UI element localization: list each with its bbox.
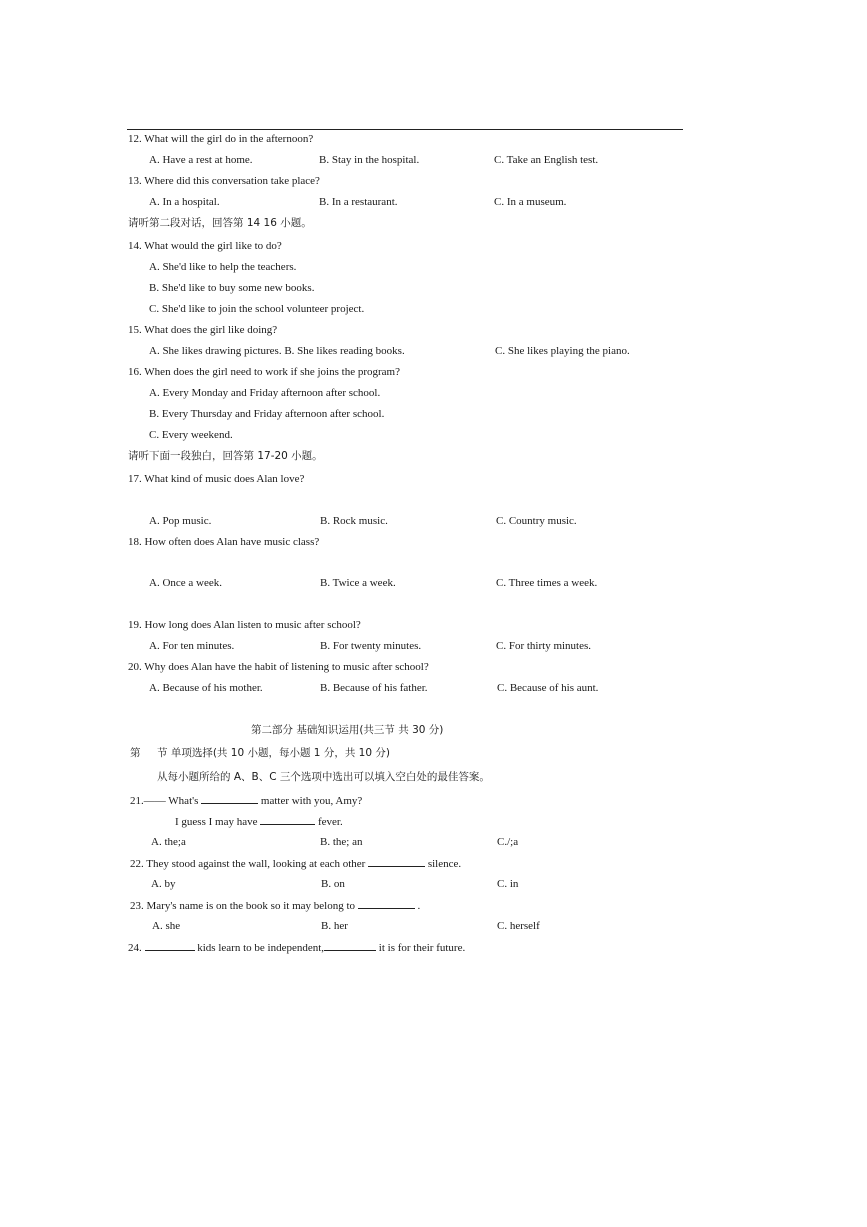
question-20-option-b: B. Because of his father.	[320, 682, 428, 694]
question-16-option-b: B. Every Thursday and Friday afternoon after school.	[149, 408, 385, 420]
section-1-number: 第	[130, 747, 141, 759]
question-24-middle: kids learn to be independent,	[197, 942, 325, 954]
question-14-stem: 14. What would the girl like to do?	[128, 240, 282, 252]
question-21-line-2	[175, 814, 343, 829]
question-21-line-1	[130, 793, 362, 808]
question-24-end: it is for their future.	[378, 942, 466, 954]
answer-blank	[324, 940, 376, 951]
question-19-stem: 19. How long does Alan listen to music after school?	[128, 619, 361, 631]
question-22-stem-start: 22. They stood against the wall, looking at each other	[130, 858, 366, 870]
question-18-stem: 18. How often does Alan have music class?	[128, 536, 320, 548]
question-21-line-2-end: fever.	[317, 816, 343, 828]
question-21-line-1-end: matter with you, Amy?	[260, 795, 363, 807]
question-18-option-b: B. Twice a week.	[320, 577, 396, 589]
question-16-option-c: C. Every weekend.	[149, 429, 233, 441]
question-22-option-b: B. on	[321, 878, 345, 890]
question-21-option-c: C./;a	[497, 836, 519, 848]
question-13-option-a: A. In a hospital.	[149, 196, 220, 208]
question-23-option-c: C. herself	[497, 920, 540, 932]
question-23-option-b: B. her	[321, 920, 348, 932]
answer-blank	[358, 898, 415, 909]
question-15-option-c: C. She likes playing the piano.	[495, 345, 630, 357]
header-rule	[127, 129, 683, 130]
question-19-option-b: B. For twenty minutes.	[320, 640, 422, 652]
question-18-option-a: A. Once a week.	[149, 577, 222, 589]
question-22-stem	[130, 856, 461, 871]
question-23-option-a: A. she	[152, 920, 181, 932]
question-21-line-1-start: 21.—— What's	[130, 795, 199, 807]
question-16-stem: 16. When does the girl need to work if she joins the program?	[128, 366, 400, 378]
question-21-option-b: B. the; an	[320, 836, 363, 848]
answer-blank	[260, 814, 315, 825]
section-1-instruction: 从每小题所给的 A、B、C 三个选项中选出可以填入空白处的最佳答案。	[157, 771, 490, 783]
question-13-option-c: C. In a museum.	[494, 196, 567, 208]
question-14-option-c: C. She'd like to join the school volunteer project.	[149, 303, 365, 315]
question-18-option-c: C. Three times a week.	[496, 577, 598, 589]
question-23-stem-start: 23. Mary's name is on the book so it may belong to	[130, 900, 356, 912]
question-21-option-a: A. the;a	[151, 836, 186, 848]
question-23-stem-end: .	[417, 900, 421, 912]
question-22-option-c: C. in	[497, 878, 519, 890]
question-17-option-c: C. Country music.	[496, 515, 577, 527]
question-19-option-c: C. For thirty minutes.	[496, 640, 592, 652]
instruction-14-16: 请听第二段对话，回答第 14 16 小题。	[128, 217, 312, 229]
answer-blank	[201, 793, 258, 804]
question-21-line-2-start: I guess I may have	[175, 816, 258, 828]
section-1-title: 节 单项选择(共 10 小题，每小题 1 分，共 10 分)	[157, 747, 390, 759]
part-2-title: 第二部分 基础知识运用(共三节 共 30 分)	[251, 724, 444, 736]
question-23-stem	[130, 898, 420, 913]
instruction-17-20: 请听下面一段独白，回答第 17-20 小题。	[128, 450, 323, 462]
question-17-stem: 17. What kind of music does Alan love?	[128, 473, 305, 485]
question-20-option-a: A. Because of his mother.	[149, 682, 263, 694]
question-22-stem-end: silence.	[427, 858, 462, 870]
question-24-number: 24.	[128, 942, 142, 954]
question-12-option-b: B. Stay in the hospital.	[319, 154, 420, 166]
question-19-option-a: A. For ten minutes.	[149, 640, 235, 652]
question-20-stem: 20. Why does Alan have the habit of listening to music after school?	[128, 661, 429, 673]
question-13-stem: 13. Where did this conversation take place?	[128, 175, 320, 187]
question-20-option-c: C. Because of his aunt.	[497, 682, 599, 694]
question-15-stem: 15. What does the girl like doing?	[128, 324, 278, 336]
question-12-option-a: A. Have a rest at home.	[149, 154, 253, 166]
question-16-option-a: A. Every Monday and Friday afternoon after school.	[149, 387, 381, 399]
answer-blank	[368, 856, 425, 867]
question-17-option-b: B. Rock music.	[320, 515, 388, 527]
question-13-option-b: B. In a restaurant.	[319, 196, 398, 208]
answer-blank	[145, 940, 195, 951]
question-24-stem	[128, 940, 465, 955]
question-12-stem: 12. What will the girl do in the afternoon?	[128, 133, 314, 145]
question-22-option-a: A. by	[151, 878, 176, 890]
question-17-option-a: A. Pop music.	[149, 515, 212, 527]
question-15-option-ab: A. She likes drawing pictures. B. She likes reading books.	[149, 345, 405, 357]
question-14-option-a: A. She'd like to help the teachers.	[149, 261, 297, 273]
question-12-option-c: C. Take an English test.	[494, 154, 599, 166]
question-14-option-b: B. She'd like to buy some new books.	[149, 282, 315, 294]
